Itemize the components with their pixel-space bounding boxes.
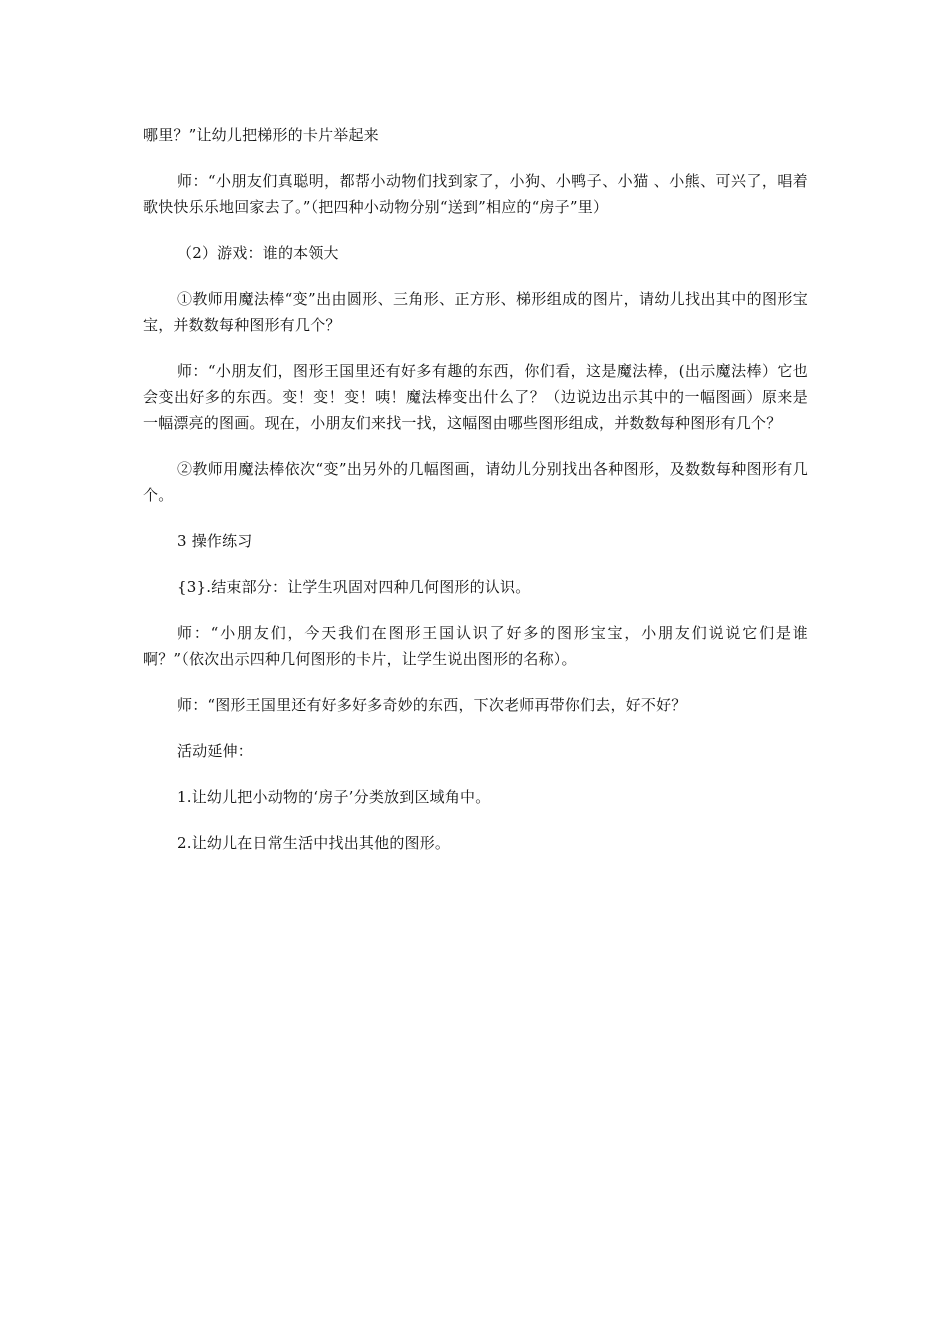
paragraph-teacher-closing: 师：“图形王国里还有好多好多奇妙的东西，下次老师再带你们去，好不好？ (177, 696, 687, 714)
paragraph-step-one: ①教师用魔法棒“变”出由圆形、三角形、正方形、梯形组成的图片，请幼儿找出其中的图形宝宝，并数数每种图形有几个？ (143, 290, 808, 334)
paragraph-ending-section: {3}.结束部分：让学生巩固对四种几何图形的认识。 (177, 578, 531, 596)
paragraph-teacher-review: 师：“小朋友们，今天我们在图形王国认识了好多的图形宝宝，小朋友们说说它们是谁啊？”（依次出示四种几何图形的卡片，让学生说出图形的名称）。 (143, 624, 808, 668)
paragraph-teacher-praise: 师：“小朋友们真聪明，都帮小动物们找到家了，小狗、小鸭子、小猫 、小熊、可兴了，唱着歌快快乐乐地回家去了。”（把四种小动物分别“送到”相应的“房子”里） (143, 172, 808, 216)
paragraph-extension-item-2: 2.让幼儿在日常生活中找出其他的图形。 (177, 834, 451, 852)
paragraph-game-title: （2）游戏：谁的本领大 (177, 244, 339, 262)
paragraph-practice-heading: 3 操作练习 (177, 532, 253, 550)
document-page (143, 122, 808, 876)
paragraph-continuation: 哪里？”让幼儿把梯形的卡片举起来 (143, 126, 379, 144)
paragraph-extension-heading: 活动延伸： (177, 742, 254, 760)
paragraph-teacher-magic-wand: 师：“小朋友们，图形王国里还有好多有趣的东西，你们看，这是魔法棒，(出示魔法棒）它也会变出好多的东西。变！变！变！咦！魔法棒变出什么了？（边说边出示其中的一幅图画）原来是一幅漂亮的图画。现在，小朋友们来找一找，这幅图由哪些图形组成，并数数每种图形有几个？ (143, 362, 808, 432)
paragraph-extension-item-1: 1.让幼儿把小动物的‘房子’分类放到区域角中。 (177, 788, 491, 806)
paragraph-step-two: ②教师用魔法棒依次“变”出另外的几幅图画，请幼儿分别找出各种图形，及数数每种图形有几个。 (143, 460, 808, 504)
